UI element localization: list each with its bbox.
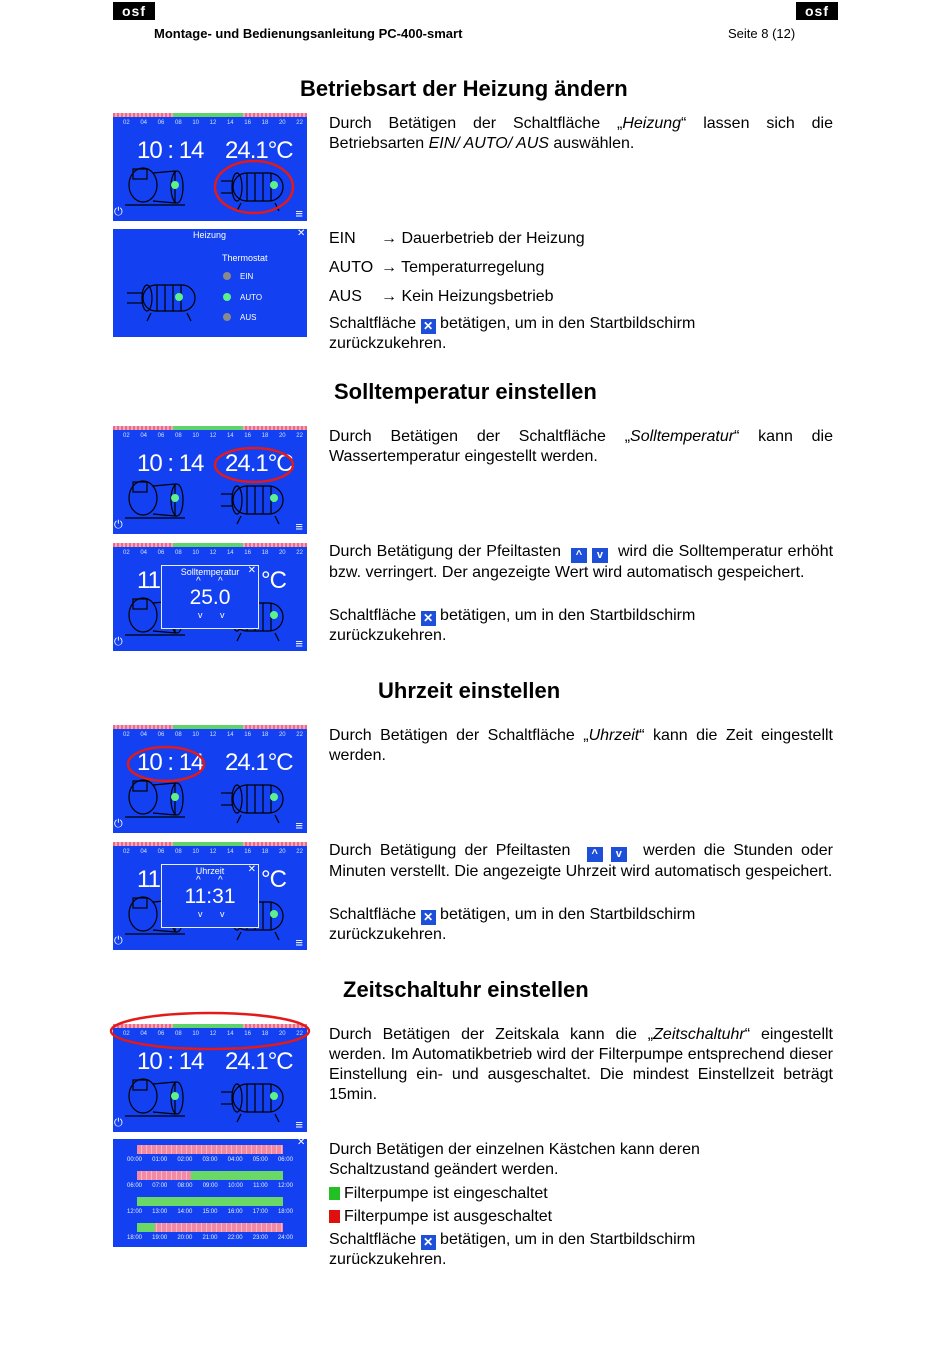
arrow-down-icon: v (611, 847, 627, 862)
tick-label: 20 (278, 433, 286, 439)
screen-uhrzeit-dialog (113, 842, 307, 950)
close-icon[interactable]: ✕ (247, 864, 256, 875)
tick-label: 20 (278, 550, 286, 556)
tick-label: 02 (123, 849, 130, 855)
back-instruction-end: zurückzukehren. (329, 1251, 447, 1268)
screen-timer (113, 1139, 307, 1247)
timer-label: 03:00 (202, 1157, 218, 1163)
tick-label: 02 (123, 550, 130, 556)
tick-label: 14 (226, 550, 234, 556)
heater-illustration (113, 229, 307, 337)
timer-label: 12:00 (277, 1183, 293, 1189)
tick-label: 16 (244, 732, 251, 738)
timer-label: 09:00 (202, 1183, 218, 1189)
close-icon: ✕ (421, 611, 436, 626)
time-display-partial: 11 (137, 567, 160, 594)
option-label: EIN (240, 272, 254, 281)
arrow-up-icon: ^ (571, 548, 587, 563)
timer-label: 21:00 (202, 1235, 218, 1241)
timer-label: 20:00 (177, 1235, 193, 1241)
tick-label: 18 (261, 1031, 269, 1037)
timer-label: 01:00 (152, 1157, 168, 1163)
dialog-title: Heizung (193, 230, 227, 240)
power-icon[interactable]: ⏻ (114, 519, 123, 531)
back-instruction-end: zurückzukehren. (329, 627, 447, 644)
mode-auto: AUTO → Temperaturregelung (329, 259, 545, 276)
page-number: Seite 8 (12) (728, 26, 796, 41)
screen-main-heizung (113, 113, 307, 221)
tick-label: 14 (226, 1031, 234, 1037)
tick-label: 12 (209, 550, 217, 556)
temperature-display[interactable]: 24.1°C (225, 137, 293, 164)
timer-label: 19:00 (152, 1235, 168, 1241)
legend-off: Filterpumpe ist ausgeschaltet (329, 1207, 552, 1227)
tick-label: 10 (192, 849, 199, 855)
tick-label: 06 (157, 732, 165, 738)
timer-row[interactable] (137, 1171, 283, 1180)
tick-label: 16 (244, 433, 251, 439)
timer-label: 05:00 (252, 1157, 268, 1163)
timer-label: 04:00 (227, 1157, 243, 1163)
tick-label: 12 (209, 732, 217, 738)
tick-label: 08 (174, 1031, 182, 1037)
arrow-down-icon[interactable]: v (198, 909, 203, 919)
close-icon: ✕ (421, 1235, 436, 1250)
tick-label: 12 (209, 1031, 217, 1037)
tick-label: 10 (192, 1031, 199, 1037)
timer-label: 16:00 (227, 1209, 243, 1215)
tick-label: 08 (174, 849, 182, 855)
tick-label: 16 (244, 1031, 251, 1037)
tick-label: 10 (192, 550, 199, 556)
tick-label: 22 (296, 732, 303, 738)
tick-label: 02 (123, 433, 130, 439)
dialog-title: Uhrzeit (195, 866, 225, 876)
timer-label: 13:00 (152, 1209, 168, 1215)
tick-label: 04 (140, 120, 148, 126)
tick-label: 22 (296, 550, 303, 556)
arrow-up-icon[interactable]: ^ (218, 576, 223, 587)
timer-label: 06:00 (127, 1183, 143, 1189)
tick-label: 06 (157, 120, 165, 126)
tick-label: 04 (140, 1031, 148, 1037)
tick-label: 22 (296, 433, 303, 439)
timer-label: 17:00 (252, 1209, 268, 1215)
tick-label: 20 (278, 732, 286, 738)
highlight-ellipse-time (126, 745, 206, 783)
power-icon[interactable]: ⏻ (114, 206, 123, 218)
tick-label: 20 (278, 1031, 286, 1037)
tick-label: 02 (123, 1031, 130, 1037)
tick-label: 18 (261, 433, 269, 439)
time-display[interactable]: 10 : 14 (137, 450, 204, 477)
timer-on-segment (191, 1171, 283, 1180)
tick-label: 12 (209, 120, 217, 126)
radio-auto[interactable] (223, 293, 262, 302)
value-dialog (161, 565, 259, 629)
value-display: 25.0 (189, 586, 231, 609)
menu-icon[interactable]: ≡ (295, 206, 303, 221)
temperature-display-partial: °C (261, 567, 286, 594)
timer-label: 15:00 (202, 1209, 218, 1215)
temperature-display-partial: °C (261, 866, 286, 893)
arrow-up-icon[interactable]: ^ (218, 875, 223, 886)
arrow-down-icon: v (592, 548, 608, 563)
time-display-partial: 11 (137, 866, 160, 893)
tick-label: 14 (226, 732, 234, 738)
option-label: AUS (240, 313, 257, 322)
timer-label: 18:00 (127, 1235, 143, 1241)
timer-label: 24:00 (277, 1235, 293, 1241)
tick-label: 12 (209, 849, 217, 855)
timer-row[interactable] (137, 1223, 283, 1232)
close-icon: ✕ (421, 319, 436, 334)
section-heading-uhrzeit: Uhrzeit einstellen (378, 678, 561, 703)
highlight-ellipse-temp (213, 159, 295, 217)
timer-row-labels (127, 1235, 293, 1241)
tick-label: 18 (261, 732, 269, 738)
dialog-title: Solltemperatur (180, 567, 240, 577)
tick-label: 16 (244, 550, 251, 556)
timer-label: 06:00 (277, 1157, 293, 1163)
timer-label: 02:00 (177, 1157, 193, 1163)
tick-label: 22 (296, 120, 303, 126)
power-icon[interactable]: ⏻ (114, 935, 123, 947)
tick-label: 20 (278, 120, 286, 126)
tick-label: 14 (226, 849, 234, 855)
timer-label: 08:00 (177, 1183, 193, 1189)
tick-label: 20 (278, 849, 286, 855)
value-dialog (161, 864, 259, 928)
screen-heizung-dialog (113, 229, 307, 337)
timer-label: 00:00 (127, 1157, 143, 1163)
tick-label: 16 (244, 849, 251, 855)
timer-on-segment (137, 1223, 155, 1232)
power-icon[interactable]: ⏻ (114, 1117, 123, 1129)
section3-arrows: Durch Betätigung der Pfeiltasten ^ v werden die Stunden oder Minuten verstellt. Die angezeigte Uhrzeit wird automatisch gespeichert. (329, 842, 834, 880)
section2-arrows: Durch Betätigung der Pfeiltasten ^ v wird die Solltemperatur erhöht bzw. verringert. Der angezeigte Wert wird automatisch gespeichert. (329, 543, 834, 581)
back-instruction-end: zurückzukehren. (329, 335, 447, 352)
timer-label: 23:00 (252, 1235, 268, 1241)
timer-row[interactable] (137, 1197, 283, 1206)
tick-label: 02 (123, 732, 130, 738)
tick-label: 08 (174, 120, 182, 126)
back-instruction-end: zurückzukehren. (329, 926, 447, 943)
arrow-up-icon: ^ (587, 847, 603, 862)
arrow-up-icon[interactable]: ^ (196, 875, 201, 886)
screen-solltemperatur-dialog (113, 543, 307, 651)
tick-label: 06 (157, 550, 165, 556)
timer-row-labels (127, 1209, 293, 1215)
tick-label: 22 (296, 1031, 303, 1037)
legend-on: Filterpumpe ist eingeschaltet (329, 1184, 548, 1204)
screen-main-uhrzeit (113, 725, 307, 833)
menu-icon[interactable]: ≡ (295, 935, 303, 950)
thermostat-label: Thermostat (222, 253, 268, 263)
section-heading-zeitschaltuhr: Zeitschaltuhr einstellen (343, 977, 589, 1002)
tick-label: 04 (140, 849, 148, 855)
time-display[interactable]: 10 : 14 (137, 1048, 204, 1075)
menu-icon[interactable]: ≡ (295, 818, 303, 833)
section4-intro: Durch Betätigen der Zeitskala kann die „Zeitschaltuhr“ eingestellt werden. Im Automatikbetrieb wird der Filterpumpe entsprechend dieser Einstellung ein- und ausgeschaltet. Die mindest Einstellzeit beträgt 15min. (329, 1026, 833, 1103)
red-square-icon (329, 1210, 340, 1223)
document-title: Montage- und Bedienungsanleitung PC-400-smart (154, 26, 463, 41)
section3-intro: Durch Betätigen der Schaltfläche „Uhrzeit“ kann die Zeit eingestellt werden. (329, 727, 833, 764)
temperature-display[interactable]: 24.1°C (225, 450, 293, 477)
section1-intro: Durch Betätigen der Schaltfläche „Heizung“ lassen sich die Betriebsarten EIN/ AUTO/ AUS auswählen. (329, 115, 834, 152)
timer-on-segment (137, 1197, 283, 1206)
arrow-up-icon[interactable]: ^ (196, 576, 201, 587)
tick-label: 02 (123, 120, 130, 126)
close-icon[interactable]: ✕ (247, 565, 256, 576)
section2-intro: Durch Betätigen der Schaltfläche „Solltemperatur“ kann die Wassertemperatur eingestellt werden. (329, 428, 834, 465)
tick-label: 14 (226, 433, 234, 439)
screen-main-solltemperatur (113, 426, 307, 534)
back-instruction: Schaltfläche ✕ betätigen, um in den Startbildschirm (329, 315, 696, 333)
tick-label: 14 (226, 120, 234, 126)
close-icon: ✕ (421, 910, 436, 925)
tick-label: 22 (296, 849, 303, 855)
tick-label: 06 (157, 1031, 165, 1037)
tick-label: 10 (192, 120, 199, 126)
temperature-display[interactable]: 24.1°C (225, 1048, 293, 1075)
temperature-display[interactable]: 24.1°C (225, 749, 293, 776)
section-heading-heizung: Betriebsart der Heizung ändern (300, 76, 628, 101)
tick-label: 18 (261, 120, 269, 126)
close-icon[interactable]: ✕ (297, 1139, 306, 1148)
tick-label: 12 (209, 433, 217, 439)
radio-ein[interactable] (223, 272, 253, 281)
radio-aus[interactable] (223, 313, 256, 322)
tick-label: 06 (157, 849, 165, 855)
arrow-down-icon[interactable]: v (220, 909, 225, 919)
tick-label: 04 (140, 433, 148, 439)
tick-label: 04 (140, 732, 148, 738)
menu-icon[interactable]: ≡ (295, 519, 303, 534)
back-instruction: Schaltfläche ✕ betätigen, um in den Startbildschirm (329, 607, 696, 625)
close-icon[interactable]: ✕ (297, 229, 306, 239)
power-icon[interactable]: ⏻ (114, 818, 123, 830)
menu-icon[interactable]: ≡ (295, 1117, 303, 1132)
option-label: AUTO (240, 293, 263, 302)
arrow-down-icon[interactable]: v (220, 610, 225, 620)
power-icon[interactable]: ⏻ (114, 636, 123, 648)
highlight-ellipse-scale (108, 1009, 313, 1053)
mode-aus: AUS → Kein Heizungsbetrieb (329, 288, 554, 305)
value-display: 11:31 (184, 885, 236, 908)
tick-label: 08 (174, 732, 182, 738)
green-square-icon (329, 1187, 340, 1200)
section-heading-solltemperatur: Solltemperatur einstellen (334, 379, 597, 404)
timer-label: 10:00 (227, 1183, 243, 1189)
osf-logo-left: osf (113, 2, 155, 20)
menu-icon[interactable]: ≡ (295, 636, 303, 651)
time-display[interactable]: 10 : 14 (137, 749, 204, 776)
timer-row-labels (127, 1183, 293, 1189)
mode-ein: EIN → Dauerbetrieb der Heizung (329, 230, 585, 247)
tick-label: 10 (192, 732, 199, 738)
back-instruction: Schaltfläche ✕ betätigen, um in den Startbildschirm (329, 1231, 696, 1249)
tick-label: 10 (192, 433, 199, 439)
tick-label: 04 (140, 550, 148, 556)
timer-row[interactable] (137, 1145, 283, 1154)
timer-label: 11:00 (253, 1183, 268, 1189)
tick-label: 16 (244, 120, 251, 126)
timer-row-labels (127, 1157, 293, 1163)
section4-boxes: Durch Betätigen der einzelnen Kästchen kann deren Schaltzustand geändert werden. (329, 1141, 700, 1178)
back-instruction: Schaltfläche ✕ betätigen, um in den Startbildschirm (329, 906, 696, 924)
timer-label: 22:00 (227, 1235, 243, 1241)
tick-label: 08 (174, 550, 182, 556)
highlight-ellipse-temp (213, 446, 295, 484)
arrow-down-icon[interactable]: v (198, 610, 203, 620)
tick-label: 18 (261, 849, 269, 855)
osf-logo-right: osf (796, 2, 838, 20)
tick-label: 08 (174, 433, 182, 439)
tick-label: 18 (261, 550, 269, 556)
timer-label: 07:00 (152, 1183, 168, 1189)
tick-label: 06 (157, 433, 165, 439)
timer-label: 12:00 (127, 1209, 143, 1215)
timer-label: 18:00 (277, 1209, 293, 1215)
time-display[interactable]: 10 : 14 (137, 137, 204, 164)
timer-label: 14:00 (177, 1209, 193, 1215)
